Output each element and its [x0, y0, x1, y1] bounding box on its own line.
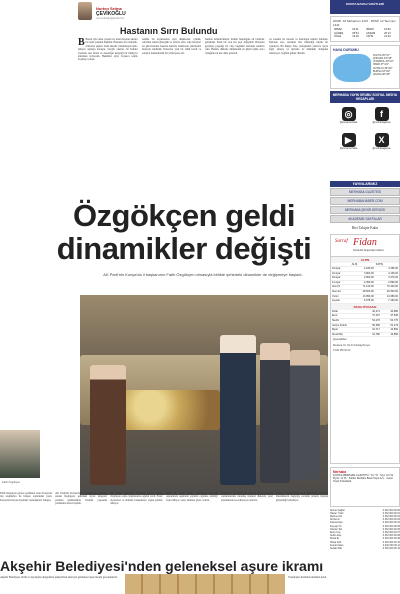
prayer-cell: İKİNDİ	[366, 28, 374, 31]
gold-cell: 2.350,00	[351, 280, 375, 285]
contact-phone: 0 332 000 00 09	[382, 537, 400, 541]
column-body	[78, 38, 328, 193]
gold-cell: 24 Ayar	[331, 267, 351, 272]
gold-cell: 29.300,00	[375, 290, 399, 295]
person-photo	[0, 430, 40, 478]
weather-item: İZMİR 37°/24°	[373, 63, 389, 67]
publication-item: MERHABA ŞEHİR DERGİSİ	[330, 206, 400, 214]
gold-cell: 4.145,00	[375, 271, 399, 276]
story-text-5: Konya'nın 31 ilçesinde yapılan değerlendirme toplantılarında vatandaş talepleri dinlendi, yerel yönetimlerle koordinasyon artırıldı.	[220, 492, 273, 502]
weather-item: ADANA 38°/25°	[373, 73, 391, 77]
headline-line-1: Özgökçen geldi	[72, 198, 296, 233]
publications-box	[330, 181, 400, 223]
right-sidebar	[330, 0, 400, 594]
fx-cell: 10,717	[363, 328, 381, 333]
contact-phone: 0 332 000 00 03	[382, 518, 400, 522]
gold-cell: 14.380,00	[375, 294, 399, 299]
column-text-3: bundan ıklandırılmıştır birinin hastalığına ait belirtiler gelişmişti. Basit bir soru her şeyi değiştirdi: Hastanın geçmişte yaşadığı bir olay, bugünkü tablonun anahtarı çıktı. Hekim, dikkatle dinlemenin en güçlü teşhis aracı olduğunu bir kez daha gösterdi.	[205, 38, 265, 55]
column-text-2: kadınla bir kaynanadan aynı düşünceler. Çünkü, tedavinin temeli güzergâh ve sabırla atılır. Aile bireyleri her gün hastanın başında bekledi, umutlarını yitirmeden dualarını sürdürdü. Doktorlar yeni bir tahlil istedi ve sonuçlar beklenmedik bir yönü işaret etti.	[141, 38, 201, 55]
social-icon: ▶	[342, 133, 356, 147]
gold-cell: 4.195,00	[375, 267, 399, 272]
prayer-times-box	[330, 16, 400, 42]
fx-heading: PARA PİYASASI	[331, 304, 399, 310]
weather-title: HAVA DURUMU	[333, 47, 359, 52]
imprint-box	[330, 467, 400, 507]
fx-cell: 10,800	[381, 328, 399, 333]
publications-heading: YAYINLARIMIZ	[330, 181, 400, 187]
social-handle: @konyamerhaba	[339, 147, 358, 150]
story-text-6: Konya il başkanlığının yeni döneminde şehirdeki dinamiklerin değiştiği, partinin tabanla bağının güçlendiği belirtiliyor.	[275, 492, 329, 502]
gold-cell: 14 Ayar	[331, 280, 351, 285]
gold-heading: ALTIN	[331, 257, 399, 263]
publication-item: AKADEMİK SAYFALAR	[330, 215, 400, 223]
fx-cell: 40,271	[363, 310, 381, 314]
publication-item: MERHABA GAZETESİ	[330, 188, 400, 196]
gold-column-header: ALIŞ	[351, 263, 375, 267]
prayer-cell: AKŞAM	[366, 31, 376, 35]
main-news-photo	[80, 295, 328, 495]
gold-cell: 28.500,00	[351, 290, 375, 295]
gold-cell: 7.190,00	[375, 299, 399, 304]
gold-cell: 2.890,00	[375, 280, 399, 285]
contact-name: Ahmet Çağlar	[330, 508, 345, 512]
contact-list-item	[330, 547, 400, 550]
social-item[interactable]	[367, 107, 396, 129]
gold-cell: 6.975,00	[351, 299, 375, 304]
story-text-1: Fatih Özgökçen göreve geldikten sonra Konya'da ilçe teşkilatları ile istişare toplantıları yaptı. Konya'nın birçok ilçesinde vatandaşlarla buluştu.	[0, 492, 53, 502]
logo-small-text: Sarraf	[335, 238, 348, 244]
prayer-cell: 21:43	[384, 35, 391, 38]
follow-slogan: Bizi Takipte Kalın	[351, 225, 379, 230]
finance-contact: @sarraffidan	[333, 338, 347, 342]
contact-name: Emre Koç	[330, 530, 341, 534]
social-handle: @konyamerhaba	[339, 121, 358, 124]
contact-phone: 0 332 000 00 12	[382, 546, 400, 550]
headline-deck: AK Parti'nin Konya'da il başkanının Fatih Özgökçen olmasıyla birlikte şehirdeki dinamikler de değişmeye başladı.	[103, 272, 303, 277]
story-text-2: AK Parti'nin Konya'daki il başkanlığı görevine atanan Özgökçen, şehirdeki siyasi dengeleri yeniden şekillendirdi. Teşkilat yapısında yenilenme süreci başladı.	[55, 492, 108, 506]
story-body	[0, 492, 328, 554]
contact-name: Fatma Kara	[330, 521, 343, 525]
sarraf-fidan-logo	[331, 235, 399, 257]
contact-name: Kemal Aslan	[330, 543, 344, 547]
contact-phone: 0 332 000 00 01	[382, 511, 400, 515]
social-icon: ◎	[342, 107, 356, 121]
story-text-4: 2028 ve 2029 seçim takvimine hazırlık kapsamında teşkilatın yeniden organize edildiği ifade ediliyor. Genç isimlere görev verildi.	[165, 492, 218, 502]
gold-cell: Yarım	[331, 294, 351, 299]
contact-phone: 0 332 000 00 11	[382, 543, 400, 547]
gold-cell: 71.120,00	[351, 285, 375, 290]
gold-column-header: SATIŞ	[375, 263, 399, 267]
columnist-email: nyncevikoglu@gmail.com	[96, 17, 125, 20]
social-item[interactable]	[334, 107, 363, 129]
prayer-cell: YATSI	[366, 35, 374, 38]
finance-box	[330, 234, 400, 464]
fx-cell: 54,776	[381, 319, 399, 324]
prayer-cell: GÜNEŞ	[334, 31, 344, 35]
fx-cell: 10,780	[363, 332, 381, 337]
social-icon: X	[375, 133, 389, 147]
fx-cell: 47,167	[363, 314, 381, 319]
social-media-heading: MERHABA YAYIN GRUBU SOSYAL MEDYA HESAPLARI	[330, 91, 400, 103]
social-handle: @merhabagazete	[372, 147, 391, 150]
columnist-photo	[78, 2, 92, 20]
contact-name: Osman Tan	[330, 527, 343, 531]
prayer-cell: 05:51	[352, 31, 359, 35]
contact-list	[330, 509, 400, 555]
social-icon: f	[375, 107, 389, 121]
prayer-cell: 20:13	[384, 31, 391, 35]
asure-photo	[125, 574, 285, 594]
social-item[interactable]	[334, 133, 363, 155]
columnist-last-name: ÇEVİKOĞLU	[96, 11, 126, 17]
logo-tagline: Güvenilir Alışverişin Adresi	[353, 248, 384, 252]
main-headline	[40, 200, 328, 266]
columnist-first-name: Nurten Selma	[96, 6, 122, 11]
contact-name: Ali Demir	[330, 518, 340, 522]
fx-cell: 10,860	[381, 332, 399, 337]
column-text-4: ber sokakta bir mesafe ve hastalığın kökeni bulundu. Hastanın sırrı, ailesinin bile bilmediği küçük bir ayrıntıydı. Bu hikâye bize, iyileşmenin yalnızca ilaçla değil, anlayış ve güvenle de mümkün olduğunu hatırlatıyor. Sağlıklı günler dilerim.	[268, 38, 328, 55]
imprint-text: KONYA MERHABA GAZETESİ · Yıl: 33 · Sayı: 10.724 · Fiyatı: 10 TL · Sahibi: Merhaba Basın Yayın A.Ş. · Genel Yayın Yönetmeni	[333, 473, 395, 484]
prayer-cell: İMSAK	[334, 28, 343, 31]
fx-cell: Dolar	[331, 310, 363, 314]
gold-cell: 2.960,00	[351, 276, 375, 281]
prayer-cell: 13:02	[352, 35, 359, 38]
social-handle: @merhabagazete	[372, 121, 391, 124]
gold-prices-table	[331, 263, 399, 304]
contact-phone: 0 332 000 00 08	[382, 534, 400, 538]
contact-name: Selim Ateş	[330, 534, 342, 538]
social-item[interactable]	[367, 133, 396, 155]
fx-cell: Euro	[331, 314, 363, 319]
gold-cell: 13.950,00	[351, 294, 375, 299]
fx-prices-table	[331, 310, 399, 338]
weather-item: KONYA 35°/17°	[373, 53, 391, 57]
weather-item: ANKARA 33°/18°	[373, 56, 393, 60]
prayer-row	[333, 35, 397, 39]
bottom-text-1: Akşehir Belediyesi, birlik ve dayanışma duygularını pekiştirmek amacıyla geleneksel aşure ikramı gerçekleştirdi.	[0, 576, 118, 579]
column-title: Hastanın Sırrı Bulundu	[120, 26, 218, 36]
contact-phone: 0 332 000 00 02	[382, 514, 400, 518]
gold-cell: Ata Lira	[331, 290, 351, 295]
contact-name: Murat Er	[330, 537, 340, 541]
publication-item: MERHABAHABER.COM	[330, 197, 400, 205]
gold-row	[331, 299, 399, 304]
weather-list	[373, 54, 394, 77]
gold-cell: Çeyrek	[331, 299, 351, 304]
gold-cell: 18 Ayar	[331, 276, 351, 281]
logo-brand-text: Fidan	[353, 236, 377, 248]
fx-cell: 47,636	[381, 314, 399, 319]
fx-cell: 51,179	[381, 323, 399, 328]
contact-name: Serkan Bal	[330, 546, 342, 550]
prayer-cell: 04:11	[352, 28, 359, 31]
weather-map-icon	[333, 54, 371, 82]
fx-cell: Sterlin	[331, 319, 363, 324]
prayer-banner: KONYA BARAJ VAKİTLERİ	[330, 0, 400, 14]
column-text-1: B Bazen öyle anlar yaşanır ki, insan hayatın akışını bir anda yeniden düşünür. Hastanın sırrı bulundu, doktorlar şaşkın. Uzun süredir çözülemeyen tablo nihayet açıklığa kavuştu. Sevgili okurlar, bu haftaki yazımda size tıbbın ve insanlığın kesiştiği bir hikâyeyi anlatmak istiyorum. Hekimler aylar boyunca teşhis koymaya çalıştı.	[78, 38, 138, 62]
fx-cell: Suudi Riy.	[331, 332, 363, 337]
contact-phone: 0 332 000 00 05	[382, 524, 400, 528]
weather-box	[330, 45, 400, 89]
fx-cell: 50,380	[363, 323, 381, 328]
fx-cell: İsviçre Frankı	[331, 323, 363, 328]
finance-contact: 0 332 350 00 00	[333, 348, 351, 352]
prayer-times-table	[333, 28, 397, 39]
weather-item: İSTANBUL 30°/22°	[373, 60, 394, 64]
social-media-grid	[330, 103, 400, 159]
contact-name: Hülya Gök	[330, 540, 342, 544]
prayer-cell: ÖĞLE	[334, 35, 342, 38]
gold-cell: 4.180,00	[351, 267, 375, 272]
story-text-3: Dr. Yusuf Yavuz'un ardından göreve gelen Özgökçen, saha çalışmalarına ağırlık verdi. Esnaf ziyaretleri ve mahalle buluşmaları yoğun şekilde sürüyor.	[110, 492, 163, 506]
prayer-dates: HİCRİ: 16 Muharrem 1447 · RUMİ: 12 Temmuz 1441	[333, 19, 396, 27]
gold-cell: 22 Ayar	[331, 271, 351, 276]
imprint-logo: Merhaba	[333, 469, 347, 474]
gold-cell: 3.800,00	[351, 271, 375, 276]
gold-cell: 3.470,00	[375, 276, 399, 281]
fx-cell: 54,276	[363, 319, 381, 324]
contact-phone: 0 332 000 00 04	[382, 521, 400, 525]
prayer-cell: 16:52	[384, 28, 391, 31]
contact-name: Hasan Yıldız	[330, 511, 344, 515]
contact-phone: 0 332 000 00 07	[382, 530, 400, 534]
fx-cell: Riyal	[331, 328, 363, 333]
bottom-headline: Akşehir Belediyesi'nden geleneksel aşure ikramı	[0, 558, 324, 574]
fx-cell: 40,886	[381, 310, 399, 314]
person-photo-caption: Fatih Özgökçen	[2, 481, 21, 484]
gold-cell: Ata 2,5	[331, 285, 351, 290]
contact-phone: 0 332 000 00 06	[382, 527, 400, 531]
contact-phone: 0 332 000 00 10	[382, 540, 400, 544]
finance-contact: Mevlana Cd. No:24 Karatay/Konya	[333, 343, 370, 347]
columnist-header	[78, 2, 188, 22]
contact-name: Mehmet Ak	[330, 514, 342, 518]
fx-row	[331, 332, 399, 337]
weather-item: ANTALYA 36°/26°	[373, 66, 393, 70]
bottom-text-2: Vatandaşlar ikramdan memnun kaldı.	[288, 576, 327, 579]
social-media-box	[330, 91, 400, 179]
weather-item: BURSA 33°/20°	[373, 69, 391, 73]
contact-phone: 0 332 000 00 00	[382, 508, 400, 512]
headline-line-2: dinamikler değişti	[56, 231, 312, 266]
gold-cell: 73.100,00	[375, 285, 399, 290]
contact-name: Zeynep Öz	[330, 524, 342, 528]
